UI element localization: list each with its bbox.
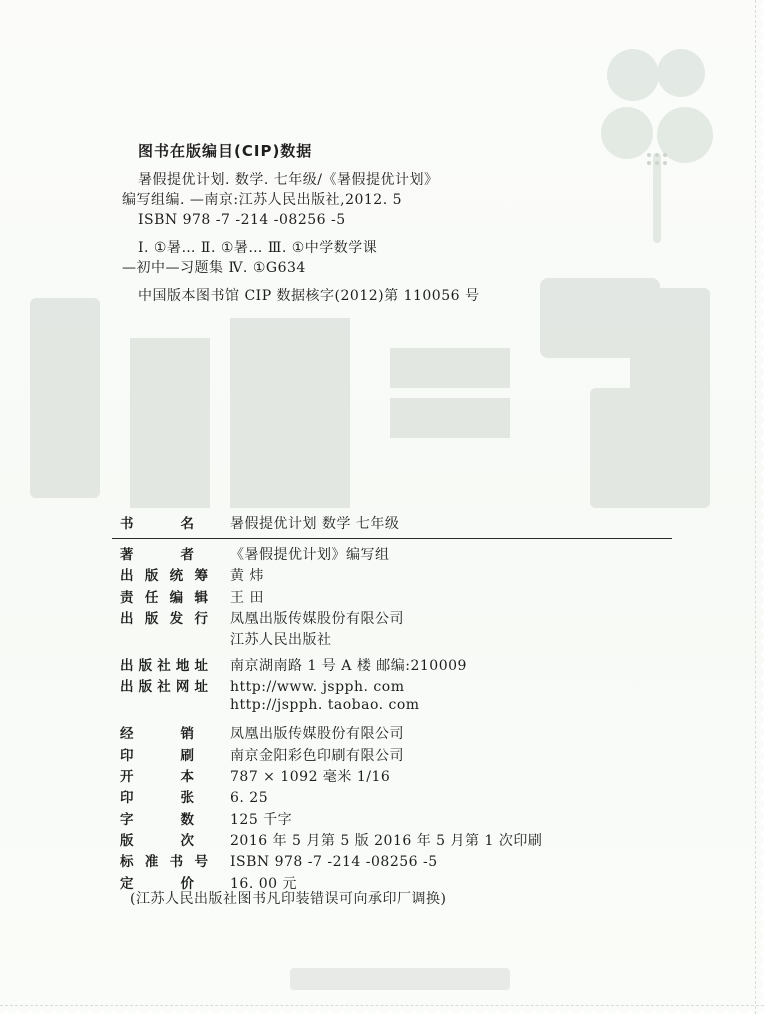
printing-error-note: (江苏人民出版社图书凡印装错误可向承印厂调换) <box>130 891 447 907</box>
imprint-label-char: 著 <box>120 547 134 563</box>
imprint-value: 787 × 1092 毫米 1/16 <box>230 768 391 785</box>
imprint-value: ISBN 978 -7 -214 -08256 -5 <box>230 854 438 871</box>
imprint-row <box>112 744 672 765</box>
imprint-value: 黄 炜 <box>230 568 264 585</box>
imprint-label-char: 社 <box>157 679 171 696</box>
imprint-label <box>112 512 208 532</box>
imprint-label-char: 出 <box>120 611 134 628</box>
imprint-label-char: 书 <box>120 516 134 532</box>
imprint-value: 南京金阳彩色印刷有限公司 <box>230 747 404 764</box>
cip-classification <box>118 238 638 278</box>
imprint-row <box>112 765 672 786</box>
book-title: 暑假提优计划 数学 七年级 <box>230 516 400 532</box>
imprint-row <box>112 808 672 829</box>
imprint-row <box>112 675 672 696</box>
imprint-label-char: 标 <box>120 854 134 871</box>
imprint-label-char: 任 <box>144 589 159 606</box>
imprint-label-char: 数 <box>180 811 194 828</box>
imprint-value: http://jspph. taobao. com <box>230 696 420 713</box>
imprint-label <box>112 765 208 785</box>
imprint-label-char: 版 <box>144 611 159 628</box>
imprint-label-char: 出 <box>120 657 134 674</box>
imprint-value: 凤凰出版传媒股份有限公司 <box>230 726 404 743</box>
imprint-label <box>112 586 208 606</box>
cip-description <box>118 170 638 210</box>
imprint-row <box>112 654 672 675</box>
imprint-label-char: 辑 <box>194 589 208 606</box>
imprint-label-char: 址 <box>194 679 208 696</box>
imprint-label-char: 开 <box>120 768 134 785</box>
imprint-label-char: 出 <box>120 679 134 696</box>
imprint-row <box>112 607 672 628</box>
cip-record-number: 中国版本图书馆 CIP 数据核字(2012)第 110056 号 <box>138 288 480 304</box>
imprint-label-char: 价 <box>180 875 194 892</box>
imprint-label-char: 筹 <box>194 568 208 585</box>
perforated-edge <box>0 1005 764 1014</box>
cip-description-line: 编写组编. —南京:江苏人民出版社,2012. 5 <box>122 192 403 208</box>
cip-description-line: 暑假提优计划. 数学. 七年级/《暑假提优计划》 <box>138 172 439 188</box>
imprint-label-char: 印 <box>120 790 134 807</box>
imprint-label <box>112 722 208 742</box>
cip-block <box>118 140 638 306</box>
imprint-label-char: 统 <box>169 568 184 585</box>
imprint-label-char: 址 <box>194 657 208 674</box>
imprint-label-char: 发 <box>169 611 184 628</box>
imprint-label-char: 号 <box>194 854 208 871</box>
imprint-label-char: 本 <box>180 768 194 785</box>
imprint-value: 125 千字 <box>230 811 293 828</box>
cip-classification-line: Ⅰ. ①暑… Ⅱ. ①暑… Ⅲ. ①中学数学课 <box>138 240 378 256</box>
cover-art-watermark <box>30 278 720 518</box>
cip-classification-line: —初中—习题集 Ⅳ. ①G634 <box>122 260 306 276</box>
imprint-label-char: 责 <box>120 589 134 606</box>
imprint-label <box>112 543 208 563</box>
imprint-label-char: 版 <box>120 833 134 850</box>
cip-heading: 图书在版编目(CIP)数据 <box>138 142 313 160</box>
imprint-value: 江苏人民出版社 <box>230 631 332 648</box>
publisher-watermark <box>290 958 510 998</box>
imprint-label <box>112 850 208 870</box>
imprint-label <box>112 654 208 674</box>
imprint-label-char: 次 <box>180 833 194 850</box>
imprint-value: 16. 00 元 <box>230 875 297 892</box>
imprint-label-char: 网 <box>175 679 190 696</box>
imprint-value: 《暑假提优计划》编写组 <box>230 547 390 563</box>
imprint-label-char: 社 <box>157 657 171 674</box>
imprint-label <box>112 744 208 764</box>
imprint-label <box>112 808 208 828</box>
imprint-label <box>112 675 208 695</box>
imprint-label-char: 刷 <box>180 747 194 764</box>
imprint-row <box>112 697 672 718</box>
imprint-table <box>112 512 672 893</box>
imprint-label-char: 版 <box>138 679 153 696</box>
imprint-label <box>112 786 208 806</box>
imprint-label-char: 印 <box>120 747 134 764</box>
imprint-row-title <box>112 512 672 539</box>
imprint-label-char: 字 <box>120 811 134 828</box>
imprint-label-char: 销 <box>180 726 194 743</box>
imprint-row <box>112 829 672 850</box>
imprint-row <box>112 543 672 564</box>
imprint-label-char: 地 <box>175 657 190 674</box>
imprint-label-char: 经 <box>120 726 134 743</box>
imprint-row <box>112 586 672 607</box>
imprint-value: 南京湖南路 1 号 A 楼 邮编:210009 <box>230 657 467 674</box>
imprint-row <box>112 722 672 743</box>
imprint-value: 6. 25 <box>230 790 269 807</box>
imprint-label <box>112 829 208 849</box>
imprint-label-char: 者 <box>180 547 194 563</box>
imprint-value: 王 田 <box>230 589 264 606</box>
imprint-label-char: 编 <box>169 589 184 606</box>
imprint-label-char: 名 <box>180 516 194 532</box>
perforated-edge <box>755 0 764 1014</box>
cip-isbn: ISBN 978 -7 -214 -08256 -5 <box>138 212 346 228</box>
imprint-value: 2016 年 5 月第 5 版 2016 年 5 月第 1 次印刷 <box>230 833 543 850</box>
imprint-label-char: 行 <box>194 611 208 628</box>
imprint-label-char: 版 <box>138 657 153 674</box>
imprint-label <box>112 564 208 584</box>
imprint-label-char: 书 <box>169 854 184 871</box>
imprint-label <box>112 607 208 627</box>
imprint-row <box>112 786 672 807</box>
imprint-value: http://www. jspph. com <box>230 679 405 696</box>
imprint-value: 凤凰出版传媒股份有限公司 <box>230 611 404 628</box>
imprint-label-char: 准 <box>144 854 159 871</box>
imprint-row <box>112 850 672 871</box>
imprint-label-char: 张 <box>180 790 194 807</box>
imprint-label-char: 定 <box>120 875 134 892</box>
imprint-row <box>112 564 672 585</box>
imprint-label-char: 版 <box>144 568 159 585</box>
imprint-row <box>112 629 672 650</box>
imprint-label-char: 出 <box>120 568 134 585</box>
